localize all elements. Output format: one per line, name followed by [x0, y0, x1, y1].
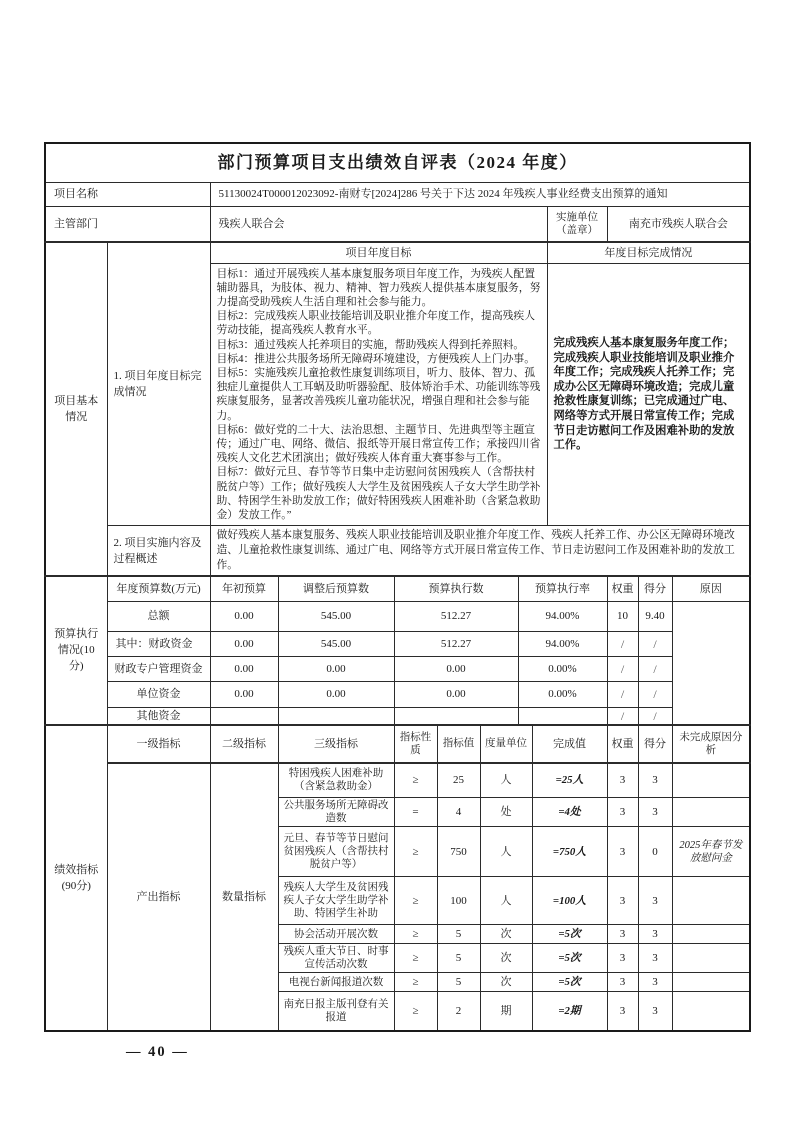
- project-name-label: 项目名称: [45, 182, 210, 206]
- budget-initial: 0.00: [210, 656, 278, 681]
- ind-weight: 3: [607, 877, 638, 925]
- budget-col-initial: 年初预算: [210, 576, 278, 601]
- ind-score: 3: [638, 944, 672, 973]
- ind-col-unit: 度量单位: [480, 725, 532, 763]
- budget-col-weight: 权重: [607, 576, 638, 601]
- budget-weight: /: [607, 707, 638, 725]
- indicators-section-label: 绩效指标(90分): [45, 725, 107, 1031]
- ind-score: 3: [638, 798, 672, 827]
- ind-unit: 次: [480, 944, 532, 973]
- ind-unit: 次: [480, 925, 532, 944]
- completion-header: 年度目标完成情况: [547, 242, 750, 263]
- budget-rate: 0.00%: [518, 656, 607, 681]
- ind-unit: 人: [480, 827, 532, 877]
- table-row: [45, 143, 750, 182]
- ind-score: 3: [638, 992, 672, 1031]
- ind-actual: =5次: [532, 925, 607, 944]
- table-row: [45, 526, 750, 577]
- budget-executed: 512.27: [394, 601, 518, 631]
- ind-col-reason: 未完成原因分析: [672, 725, 750, 763]
- budget-section-label: 预算执行情况(10分): [45, 576, 107, 725]
- impl-unit-label: 实施单位（盖章）: [547, 206, 607, 242]
- budget-initial: 0.00: [210, 681, 278, 707]
- ind-actual: =100人: [532, 877, 607, 925]
- ind-level1-value: 产出指标: [107, 763, 210, 1031]
- table-row: [45, 631, 750, 656]
- ind-score: 3: [638, 877, 672, 925]
- ind-nature: ≥: [394, 944, 437, 973]
- budget-weight: 10: [607, 601, 638, 631]
- budget-rate: 94.00%: [518, 631, 607, 656]
- ind-weight: 3: [607, 827, 638, 877]
- budget-col-label: 年度预算数(万元): [107, 576, 210, 601]
- ind-actual: =25人: [532, 763, 607, 798]
- ind-name: 特困残疾人困难补助（含紧急救助金）: [278, 763, 394, 798]
- budget-initial: [210, 707, 278, 725]
- ind-nature: ≥: [394, 827, 437, 877]
- goal-item: 目标5：实施残疾儿童抢救性康复训练项目，听力、肢体、智力、孤独症儿童提供人工耳蜗及助听器验配、肢体矫治手术、功能训练等残疾康复服务，显著改善残疾儿童功能状况，增强自理和社会参与能力。: [216, 366, 541, 422]
- ind-target: 750: [437, 827, 480, 877]
- ind-score: 3: [638, 925, 672, 944]
- page-number: — 40 —: [126, 1044, 189, 1060]
- ind-col-score: 得分: [638, 725, 672, 763]
- dept-label: 主管部门: [45, 206, 210, 242]
- budget-score: 9.40: [638, 601, 672, 631]
- goal-item: 目标3：通过残疾人托养项目的实施，帮助残疾人得到托养照料。: [216, 338, 525, 351]
- ind-score: 0: [638, 827, 672, 877]
- ind-reason: [672, 877, 750, 925]
- budget-adjusted: 545.00: [278, 601, 394, 631]
- ind-actual: =4处: [532, 798, 607, 827]
- table-row: [45, 681, 750, 707]
- goal-item: 目标4：推进公共服务场所无障碍环境建设，方便残疾人上门办事。: [216, 352, 536, 365]
- budget-col-executed: 预算执行数: [394, 576, 518, 601]
- ind-nature: ≥: [394, 925, 437, 944]
- ind-weight: 3: [607, 944, 638, 973]
- ind-actual: =750人: [532, 827, 607, 877]
- budget-score: /: [638, 656, 672, 681]
- ind-unit: 次: [480, 973, 532, 992]
- ind-target: 2: [437, 992, 480, 1031]
- budget-executed: [394, 707, 518, 725]
- budget-adjusted: 0.00: [278, 681, 394, 707]
- basic-section-label: 项目基本情况: [45, 242, 107, 576]
- ind-col-actual: 完成值: [532, 725, 607, 763]
- ind-col-level3: 三级指标: [278, 725, 394, 763]
- budget-executed: 0.00: [394, 681, 518, 707]
- ind-col-level2: 二级指标: [210, 725, 278, 763]
- ind-col-target: 指标值: [437, 725, 480, 763]
- budget-weight: /: [607, 681, 638, 707]
- budget-adjusted: [278, 707, 394, 725]
- budget-col-reason: 原因: [672, 576, 750, 601]
- goal-completion-row-label: 1. 项目年度目标完成情况: [107, 242, 210, 526]
- budget-executed: 0.00: [394, 656, 518, 681]
- ind-score: 3: [638, 763, 672, 798]
- ind-nature: ≥: [394, 877, 437, 925]
- ind-weight: 3: [607, 925, 638, 944]
- budget-col-rate: 预算执行率: [518, 576, 607, 601]
- ind-target: 25: [437, 763, 480, 798]
- ind-target: 5: [437, 925, 480, 944]
- goal-item: 目标7：做好元旦、春节等节日集中走访慰问贫困残疾人（含帮扶村脱贫户等）工作；做好残疾人大学生及贫困残疾人子女大学生助学补助、特困学生补助发放工作；做好特困残疾人困难补助（含紧急救助金）发放工作。”: [216, 466, 541, 521]
- budget-adjusted: 545.00: [278, 631, 394, 656]
- goal-item: 目标6：做好党的二十大、法治思想、主题节日、先进典型等主题宣传；通过广电、网络、微信、报纸等开展日常宣传工作；承接四川省残疾人文化艺术团演出；做好残疾人体育重大赛事参与工作。: [216, 423, 541, 465]
- goal-item: 目标1：通过开展残疾人基本康复服务项目年度工作，为残疾人配置辅助器具，为肢体、视力、精神、智力残疾人提供基本康复服务，努力提高受助残疾人生活自理和社会参与能力。: [216, 267, 541, 308]
- indicator-row: [45, 763, 750, 798]
- table-row: [45, 576, 750, 601]
- ind-weight: 3: [607, 798, 638, 827]
- table-row: [45, 182, 750, 206]
- budget-row-label: 其中：财政资金: [107, 631, 210, 656]
- ind-score: 3: [638, 973, 672, 992]
- budget-col-score: 得分: [638, 576, 672, 601]
- budget-weight: /: [607, 656, 638, 681]
- budget-reason-cell: [672, 601, 750, 725]
- ind-name: 残疾人大学生及贫困残疾人子女大学生助学补助、特困学生补助: [278, 877, 394, 925]
- budget-row-label: 财政专户管理资金: [107, 656, 210, 681]
- budget-score: /: [638, 631, 672, 656]
- budget-row-label: 总额: [107, 601, 210, 631]
- ind-unit: 人: [480, 877, 532, 925]
- table-row: [45, 242, 750, 263]
- budget-rate: 94.00%: [518, 601, 607, 631]
- table-row: [45, 656, 750, 681]
- ind-col-level1: 一级指标: [107, 725, 210, 763]
- ind-name: 元旦、春节等节日慰问贫困残疾人（含帮扶村脱贫户等）: [278, 827, 394, 877]
- ind-level2-value: 数量指标: [210, 763, 278, 1031]
- ind-nature: ≥: [394, 973, 437, 992]
- budget-rate: 0.00%: [518, 681, 607, 707]
- project-name-value: 51130024T000012023092-南财专[2024]286 号关于下达 2024 年残疾人事业经费支出预算的通知: [210, 182, 750, 206]
- ind-name: 协会活动开展次数: [278, 925, 394, 944]
- budget-initial: 0.00: [210, 631, 278, 656]
- ind-name: 电视台新闻报道次数: [278, 973, 394, 992]
- table-row: [45, 725, 750, 763]
- goal-item: 目标2：完成残疾人职业技能培训及职业推介年度工作，提高残疾人劳动技能，提高残疾人教育水平。: [216, 310, 536, 337]
- ind-name: 公共服务场所无障碍改造数: [278, 798, 394, 827]
- table-row: [45, 601, 750, 631]
- budget-executed: 512.27: [394, 631, 518, 656]
- budget-initial: 0.00: [210, 601, 278, 631]
- ind-name: 南充日报主版刊登有关报道: [278, 992, 394, 1031]
- page-title: 部门预算项目支出绩效自评表（2024 年度）: [45, 143, 750, 182]
- budget-rate: [518, 707, 607, 725]
- ind-target: 100: [437, 877, 480, 925]
- ind-unit: 处: [480, 798, 532, 827]
- completion-text: 完成残疾人基本康复服务年度工作；完成残疾人职业技能培训及职业推介年度工作；完成残疾人托养工作；完成办公区无障碍环境改造；完成儿童抢救性康复训练；已完成通过广电、网络等方式开展日常宣传工作；完成节日走访慰问工作及困难补助的发放工作。: [547, 263, 750, 526]
- dept-value: 残疾人联合会: [210, 206, 547, 242]
- ind-reason: [672, 944, 750, 973]
- implementation-row-label: 2. 项目实施内容及过程概述: [107, 526, 210, 577]
- ind-reason: [672, 973, 750, 992]
- ind-actual: =5次: [532, 944, 607, 973]
- ind-target: 5: [437, 973, 480, 992]
- ind-weight: 3: [607, 992, 638, 1031]
- budget-col-adjusted: 调整后预算数: [278, 576, 394, 601]
- ind-actual: =2期: [532, 992, 607, 1031]
- impl-unit-value: 南充市残疾人联合会: [607, 206, 750, 242]
- ind-reason: 2025年春节发放慰问金: [672, 827, 750, 877]
- ind-nature: =: [394, 798, 437, 827]
- ind-target: 4: [437, 798, 480, 827]
- goals-header: 项目年度目标: [210, 242, 547, 263]
- ind-unit: 期: [480, 992, 532, 1031]
- budget-adjusted: 0.00: [278, 656, 394, 681]
- ind-actual: =5次: [532, 973, 607, 992]
- budget-weight: /: [607, 631, 638, 656]
- ind-weight: 3: [607, 763, 638, 798]
- ind-col-nature: 指标性质: [394, 725, 437, 763]
- ind-reason: [672, 992, 750, 1031]
- ind-reason: [672, 763, 750, 798]
- ind-unit: 人: [480, 763, 532, 798]
- ind-weight: 3: [607, 973, 638, 992]
- ind-col-weight: 权重: [607, 725, 638, 763]
- ind-nature: ≥: [394, 992, 437, 1031]
- budget-score: /: [638, 681, 672, 707]
- ind-target: 5: [437, 944, 480, 973]
- ind-nature: ≥: [394, 763, 437, 798]
- ind-reason: [672, 925, 750, 944]
- ind-name: 残疾人重大节日、时事宣传活动次数: [278, 944, 394, 973]
- budget-row-label: 其他资金: [107, 707, 210, 725]
- main-table: [44, 142, 751, 1032]
- goals-text: [210, 263, 547, 526]
- self-evaluation-table: [44, 142, 751, 1032]
- implementation-text: 做好残疾人基本康复服务、残疾人职业技能培训及职业推介年度工作、残疾人托养工作、办公区无障碍环境改造、儿童抢救性康复训练、通过广电、网络等方式开展日常宣传工作、节日走访慰问工作及困难补助的发放工作。: [210, 526, 750, 577]
- table-row: [45, 707, 750, 725]
- budget-score: /: [638, 707, 672, 725]
- table-row: [45, 206, 750, 242]
- ind-reason: [672, 798, 750, 827]
- budget-row-label: 单位资金: [107, 681, 210, 707]
